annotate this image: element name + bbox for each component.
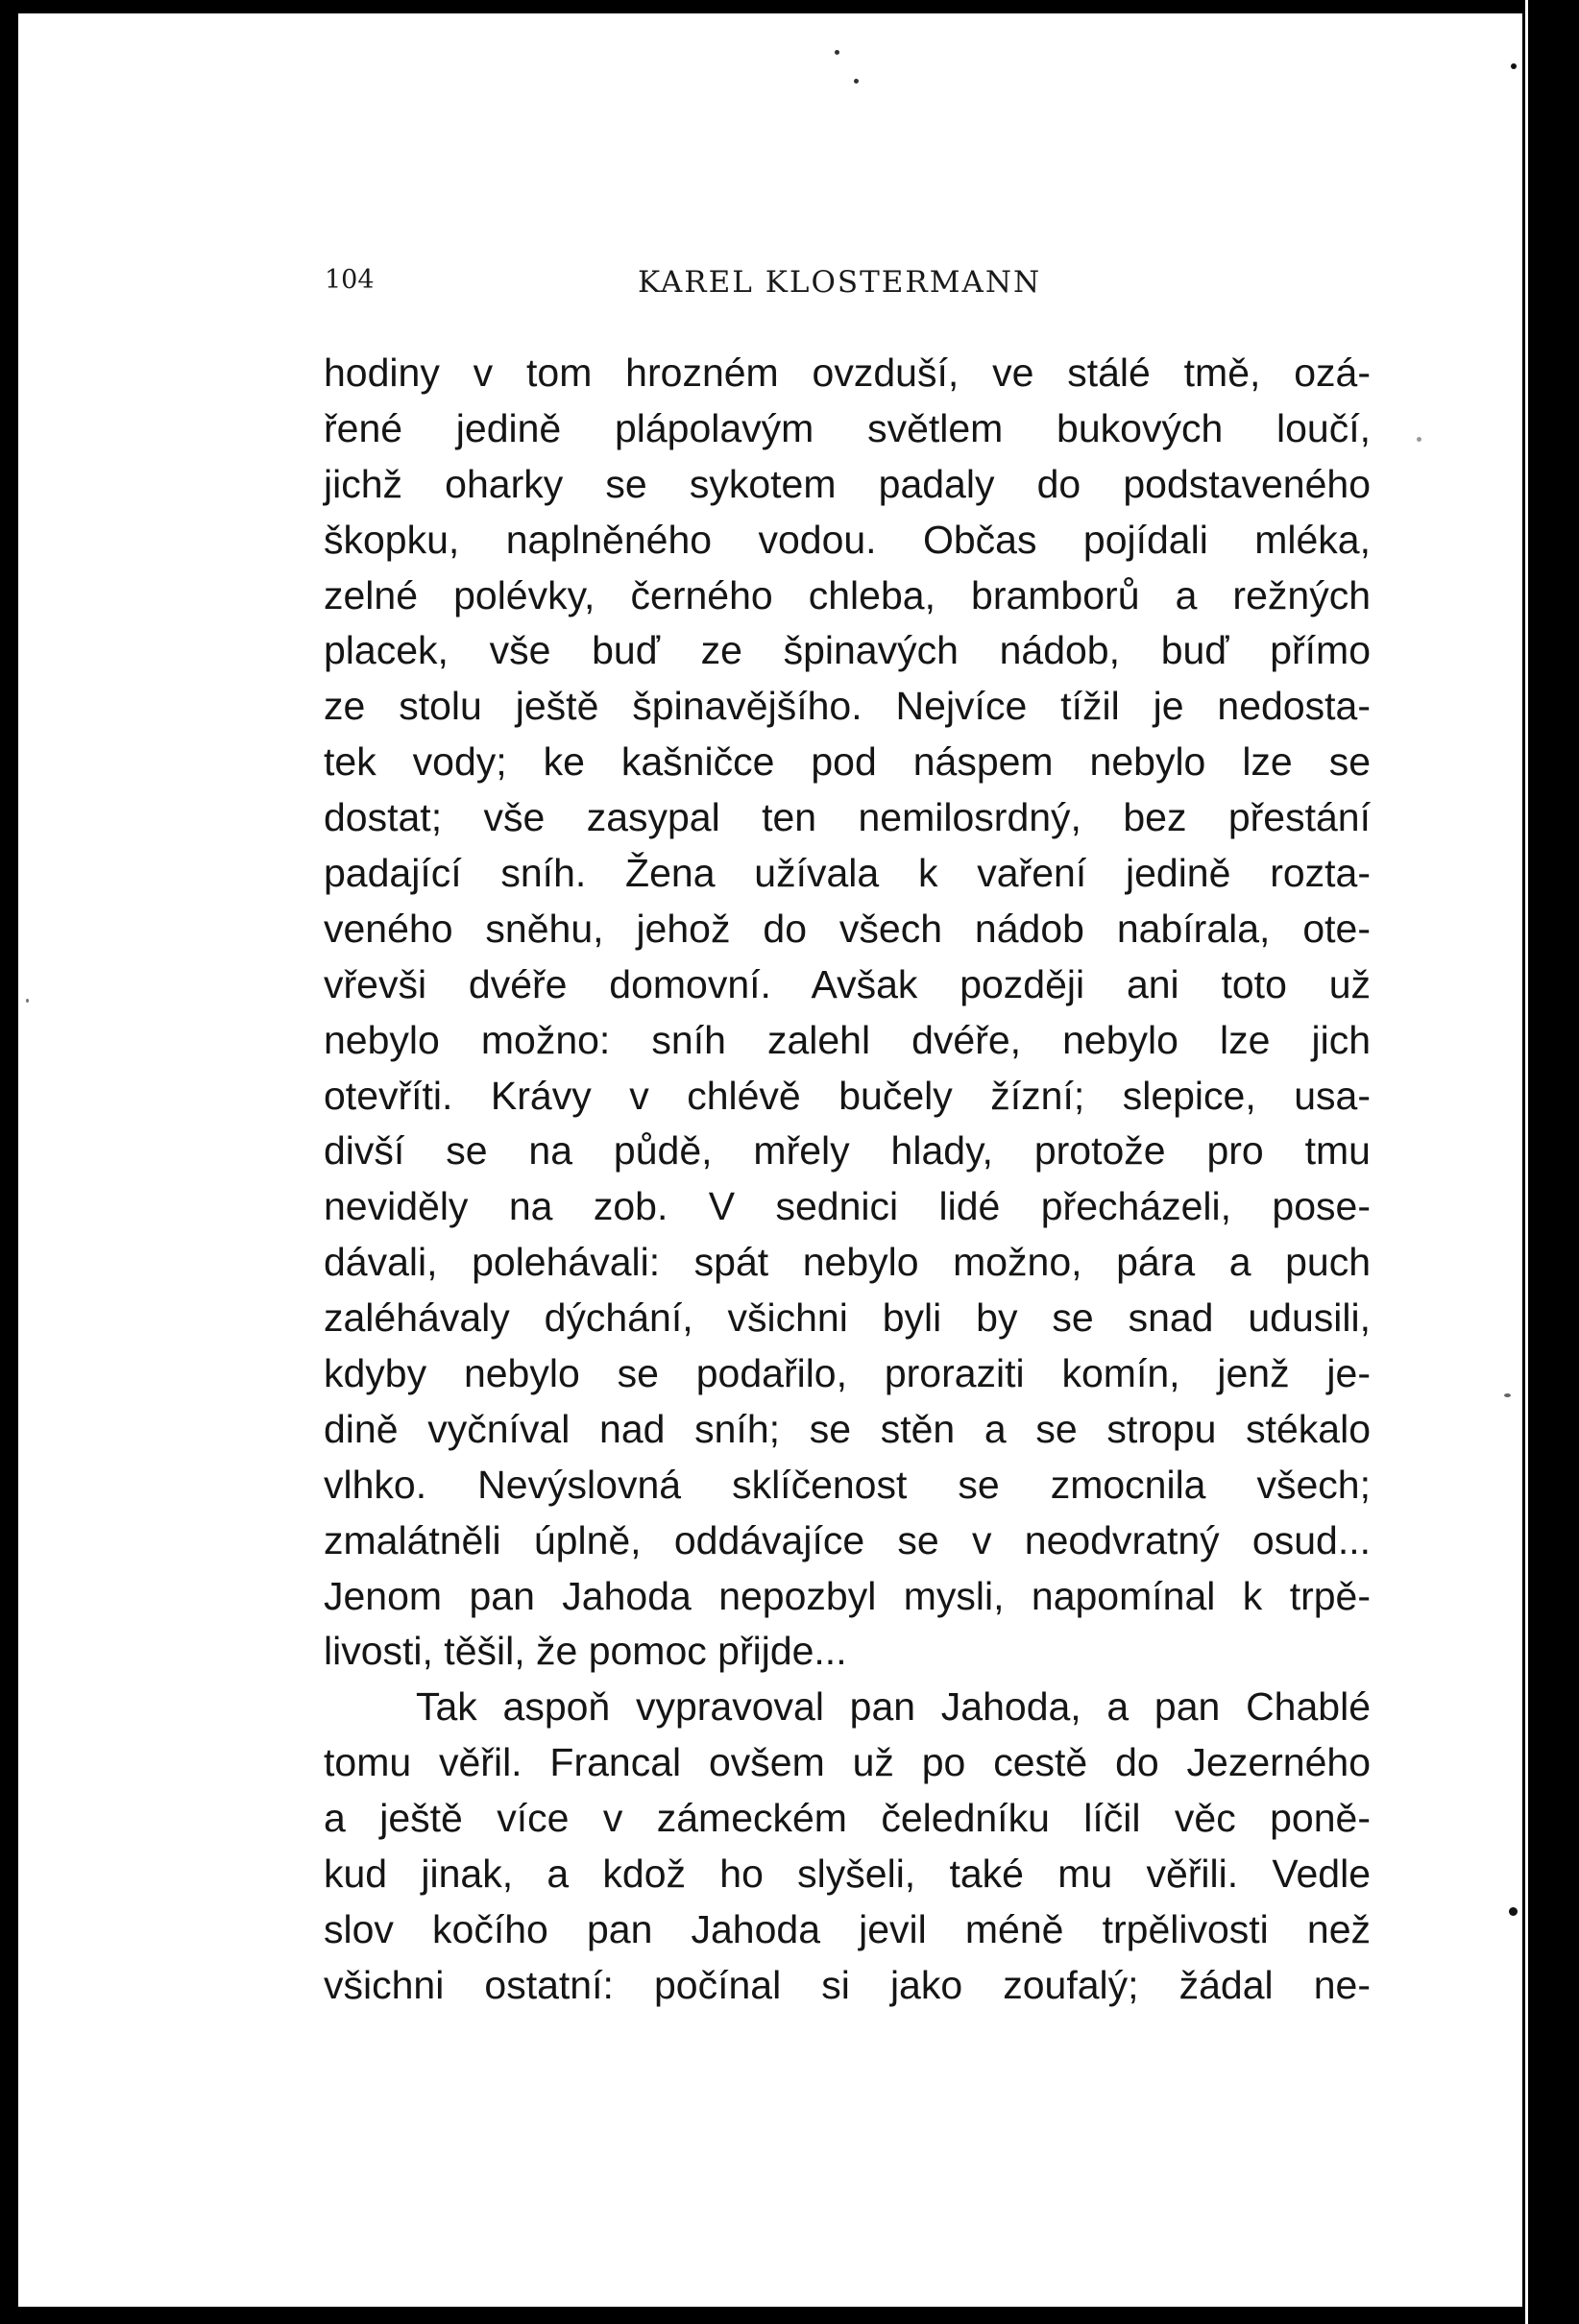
text-line: dině vyčníval nad sníh; se stěn a se stropu stékalo bbox=[324, 1406, 1371, 1451]
scan-speck bbox=[1509, 1907, 1518, 1916]
scan-speck bbox=[1504, 1393, 1511, 1397]
text-line: veného sněhu, jehož do všech nádob nabírala, ote- bbox=[324, 906, 1371, 951]
text-line: zmalátněli úplně, oddávajíce se v neodvratný osud... bbox=[324, 1517, 1371, 1562]
text-line: zaléhávaly dýchání, všichni byli by se snad udusili, bbox=[324, 1295, 1371, 1341]
text-line: placek, vše buď ze špinavých nádob, buď přímo bbox=[324, 628, 1371, 673]
text-line: otevříti. Krávy v chlévě bučely žízní; slepice, usa- bbox=[324, 1073, 1371, 1118]
scan-speck bbox=[854, 79, 859, 84]
text-line: tomu věřil. Francal ovšem už po cestě do Jezerného bbox=[324, 1740, 1371, 1785]
text-line: všichni ostatní: počínal si jako zoufalý; žádal ne- bbox=[324, 1962, 1371, 2007]
text-line: vlhko. Nevýslovná sklíčenost se zmocnila všech; bbox=[324, 1462, 1371, 1507]
text-line: kdyby nebylo se podařilo, proraziti komín, jenž je- bbox=[324, 1351, 1371, 1396]
text-line: zelné polévky, černého chleba, bramborů a režných bbox=[324, 572, 1371, 617]
text-line: nebylo možno: sníh zalehl dvéře, nebylo lze jich bbox=[324, 1017, 1371, 1062]
text-line: jichž oharky se sykotem padaly do podstaveného bbox=[324, 461, 1371, 506]
page-number: 104 bbox=[325, 265, 375, 295]
text-line: Jenom pan Jahoda nepozbyl mysli, napomínal k trpě- bbox=[324, 1573, 1371, 1618]
text-line: hodiny v tom hrozném ovzduší, ve stálé tmě, ozá- bbox=[324, 351, 1371, 395]
running-head: KAREL KLOSTERMANN bbox=[638, 265, 1042, 300]
text-line: tek vody; ke kašničce pod náspem nebylo lze se bbox=[324, 739, 1371, 785]
scan-border bbox=[1522, 0, 1579, 2324]
page-header bbox=[325, 265, 1372, 303]
body-text bbox=[324, 346, 1371, 2014]
text-line: řené jedině plápolavým světlem bukových loučí, bbox=[324, 405, 1371, 450]
text-line: a ještě více v zámeckém čeledníku líčil věc poně- bbox=[324, 1796, 1371, 1841]
text-line: padající sníh. Žena užívala k vaření jedině rozta- bbox=[324, 851, 1371, 896]
text-line: divší se na půdě, mřely hlady, protože pro tmu bbox=[324, 1128, 1371, 1174]
text-line: škopku, naplněného vodou. Občas pojídali mléka, bbox=[324, 517, 1371, 562]
scan-speck bbox=[1417, 437, 1421, 442]
scan-speck bbox=[835, 50, 839, 55]
text-line: ze stolu ještě špinavějšího. Nejvíce tížil je nedosta- bbox=[324, 684, 1371, 729]
scan-speck bbox=[1511, 63, 1517, 69]
text-line: neviděly na zob. V sednici lidé přecházeli, pose- bbox=[324, 1184, 1371, 1229]
text-line: livosti, těšil, že pomoc přijde... bbox=[324, 1629, 847, 1674]
scan-speck bbox=[26, 999, 29, 1003]
text-line: Tak aspoň vypravoval pan Jahoda, a pan Chablé bbox=[416, 1684, 1371, 1730]
text-line: slov kočího pan Jahoda jevil méně trpělivosti než bbox=[324, 1906, 1371, 1951]
text-line: kud jinak, a kdož ho slyšeli, také mu věřili. Vedle bbox=[324, 1852, 1371, 1897]
page-edge bbox=[1525, 0, 1528, 2324]
text-line: dostat; vše zasypal ten nemilosrdný, bez přestání bbox=[324, 795, 1371, 840]
text-line: dávali, polehávali: spát nebylo možno, pára a puch bbox=[324, 1240, 1371, 1285]
text-line: vřevši dvéře domovní. Avšak později ani toto už bbox=[324, 961, 1371, 1006]
